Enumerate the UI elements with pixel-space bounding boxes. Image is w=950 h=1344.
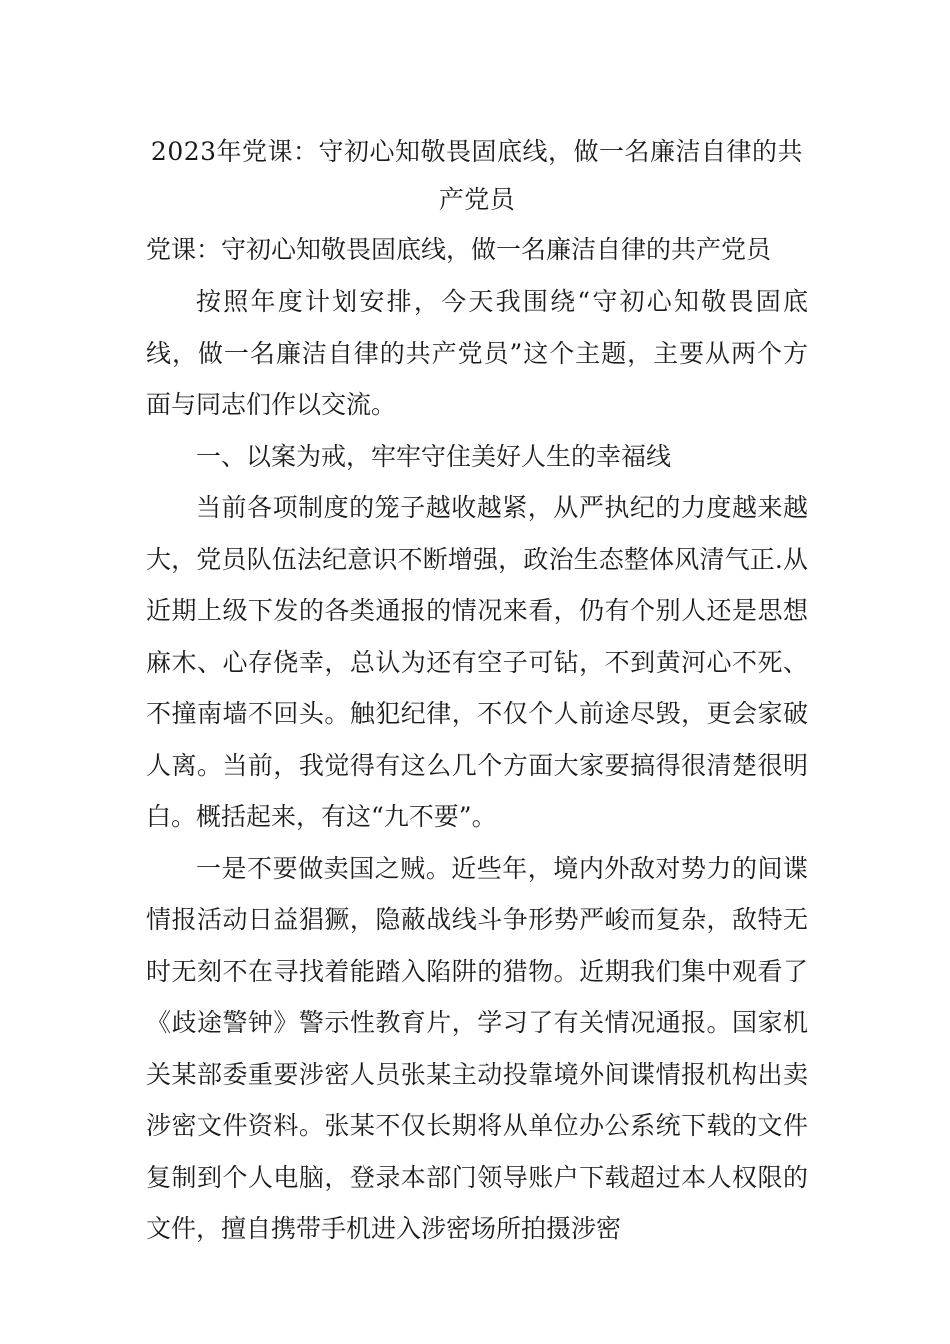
document-subtitle: 党课：守初心知敬畏固底线，做一名廉洁自律的共产党员 <box>146 235 772 264</box>
paragraph-point-1: 一是不要做卖国之贼。近些年，境内外敌对势力的间谍情报活动日益猖獗，隐蔽战线斗争形势严峻而复杂，敌特无时无刻不在寻找着能踏入陷阱的猎物。近期我们集中观看了《歧途警钟》警示性教育片，学习了有关情况通报。国家机关某部委重要涉密人员张某主动投靠境外间谍情报机构出卖涉密文件资料。张某不仅长期将从单位办公系统下载的文件复制到个人电脑，登录本部门领导账户下载超过本人权限的文件，擅自携带手机进入涉密场所拍摄涉密 <box>146 853 808 1243</box>
document-body <box>146 128 808 1255</box>
paragraph-section-1: 当前各项制度的笼子越收越紧，从严执纪的力度越来越大，党员队伍法纪意识不断增强，政治生态整体风清气正.从近期上级下发的各类通报的情况来看，仍有个别人还是思想麻木、心存侥幸，总认为还有空子可钻，不到黄河心不死、不撞南墙不回头。触犯纪律，不仅个人前途尽毁，更会家破人离。当前，我觉得有这么几个方面大家要搞得很清楚很明白。概括起来，有这“九不要”。 <box>146 493 808 831</box>
paragraph-intro: 按照年度计划安排，今天我围绕“守初心知敬畏固底线，做一名廉洁自律的共产党员”这个主题，主要从两个方面与同志们作以交流。 <box>146 287 808 419</box>
section-heading-1: 一、以案为戒，牢牢守住美好人生的幸福线 <box>196 441 672 471</box>
document-title: 2023年党课：守初心知敬畏固底线，做一名廉洁自律的共产党员 <box>150 137 804 214</box>
